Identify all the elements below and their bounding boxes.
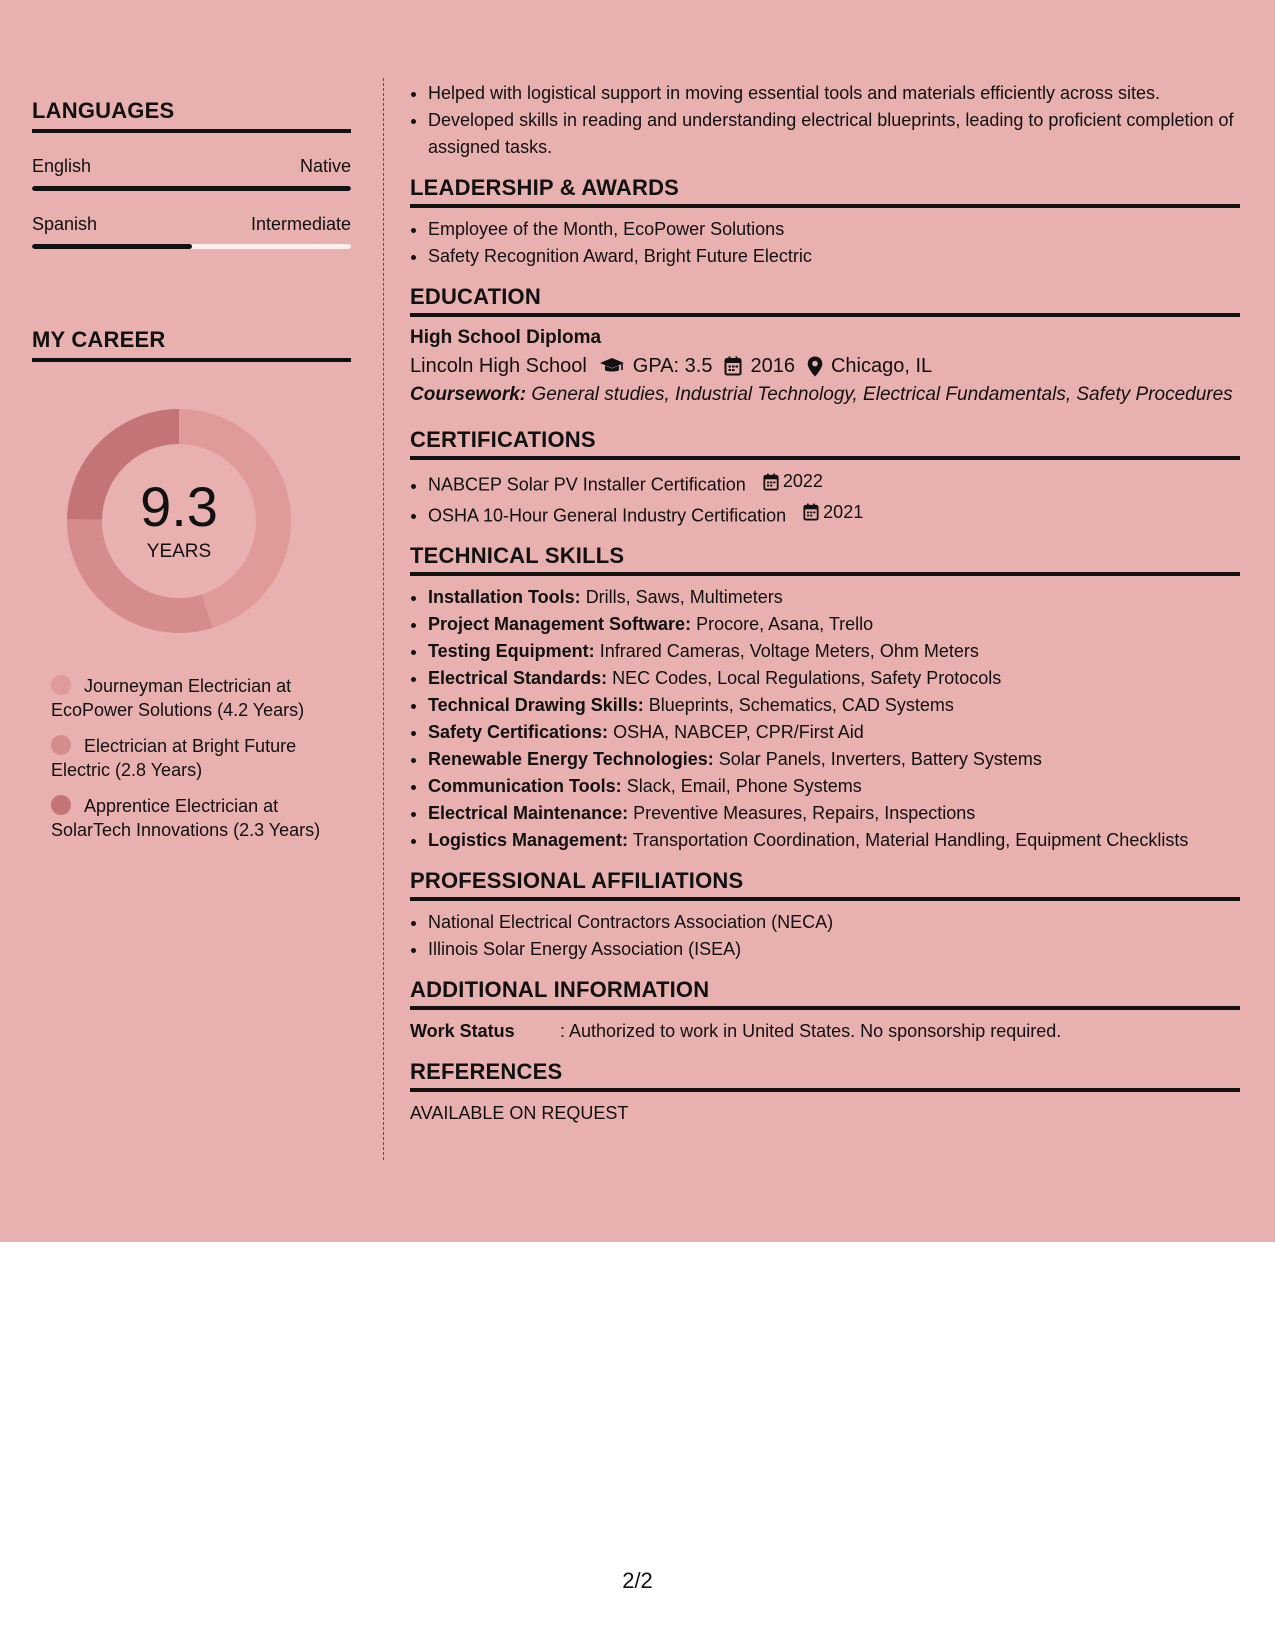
- references-text: AVAILABLE ON REQUEST: [410, 1103, 629, 1123]
- career-legend-item: [51, 674, 351, 722]
- certifications-heading: CERTIFICATIONS: [410, 427, 1240, 460]
- skill-label: Installation Tools:: [428, 587, 581, 607]
- legend-dot-icon: [51, 795, 71, 815]
- skill-item: [428, 665, 1240, 692]
- coursework: [410, 383, 1240, 407]
- school-name: Lincoln High School: [410, 355, 587, 377]
- work-status-label: Work Status: [410, 1021, 515, 1041]
- work-status-value: : Authorized to work in United States. No sponsorship required.: [560, 1021, 1062, 1041]
- skill-item: [428, 827, 1240, 854]
- education-heading: EDUCATION: [410, 284, 1240, 317]
- language-proficiency-bar: [32, 186, 351, 191]
- legend-dot-icon: [51, 675, 71, 695]
- skill-label: Technical Drawing Skills:: [428, 695, 644, 715]
- language-proficiency-bar: [32, 244, 351, 249]
- award-item: • Employee of the Month, EcoPower Solutions: [428, 216, 1240, 243]
- skill-item: [428, 746, 1240, 773]
- skill-item: [428, 719, 1240, 746]
- skill-value: Solar Panels, Inverters, Battery Systems: [718, 749, 1042, 769]
- skill-value: OSHA, NABCEP, CPR/First Aid: [613, 722, 864, 742]
- location-pin-icon: [807, 356, 823, 377]
- skill-item: [428, 692, 1240, 719]
- skill-label: Communication Tools:: [428, 776, 622, 796]
- language-level: Intermediate: [250, 214, 351, 234]
- affiliation-item: • National Electrical Contractors Association (NECA): [428, 909, 1240, 936]
- skill-item: [428, 611, 1240, 638]
- certification-name: NABCEP Solar PV Installer Certification: [428, 474, 746, 495]
- skill-value: NEC Codes, Local Regulations, Safety Protocols: [612, 668, 1002, 688]
- education-details: [410, 351, 1240, 381]
- career-donut-chart: [64, 406, 294, 636]
- award-item: • Safety Recognition Award, Bright Future Electric: [428, 243, 1240, 270]
- skill-value: Slack, Email, Phone Systems: [626, 776, 862, 796]
- additional-info-heading: ADDITIONAL INFORMATION: [410, 977, 1240, 1010]
- career-legend-item: [51, 794, 351, 842]
- column-divider: [383, 78, 384, 1160]
- experience-bullet: • Helped with logistical support in moving essential tools and materials efficiently across sites.: [428, 80, 1240, 107]
- graduation-year: 2016: [750, 355, 795, 377]
- career-role-label: Electrician at Bright Future Electric (2.8 Years): [51, 736, 297, 780]
- page-number: 2/2: [622, 1568, 653, 1593]
- career-legend-item: [51, 734, 351, 782]
- leadership-list: [410, 216, 1240, 270]
- career-heading: MY CAREER: [32, 327, 351, 362]
- skill-value: Infrared Cameras, Voltage Meters, Ohm Meters: [599, 641, 979, 661]
- skill-label: Logistics Management:: [428, 830, 629, 850]
- legend-dot-icon: [51, 735, 71, 755]
- calendar-icon: [803, 503, 819, 521]
- certification-name: OSHA 10-Hour General Industry Certification: [428, 505, 787, 525]
- skill-label: Renewable Energy Technologies:: [428, 749, 714, 769]
- skill-value: Drills, Saws, Multimeters: [585, 587, 783, 607]
- skill-value: Blueprints, Schematics, CAD Systems: [648, 695, 954, 715]
- skill-value: Procore, Asana, Trello: [696, 614, 874, 634]
- language-name: Spanish: [32, 214, 98, 234]
- affiliations-heading: PROFESSIONAL AFFILIATIONS: [410, 868, 1240, 901]
- language-spanish: [32, 214, 351, 249]
- certifications-list: [410, 468, 1240, 529]
- career-legend: [51, 674, 351, 842]
- career-total-years: 9.3: [140, 475, 218, 538]
- calendar-icon: [724, 356, 742, 376]
- skill-label: Electrical Maintenance:: [428, 803, 629, 823]
- skill-label: Electrical Standards:: [428, 668, 608, 688]
- skill-label: Safety Certifications:: [428, 722, 609, 742]
- career-role-label: Apprentice Electrician at SolarTech Innovations (2.3 Years): [51, 796, 321, 840]
- experience-bullets: [410, 80, 1240, 161]
- experience-bullet: • Developed skills in reading and understanding electrical blueprints, leading to proficient completion of assigned tasks.: [428, 107, 1240, 161]
- degree-title: High School Diploma: [410, 327, 602, 348]
- affiliations-list: [410, 909, 1240, 963]
- skill-item: [428, 800, 1240, 827]
- certification-item: [428, 468, 1240, 499]
- skill-label: Testing Equipment:: [428, 641, 595, 661]
- gpa-value: GPA: 3.5: [632, 355, 713, 377]
- work-status-row: [410, 1018, 1240, 1045]
- calendar-icon: [763, 473, 779, 491]
- language-proficiency-fill: [32, 186, 351, 191]
- skill-item: [428, 773, 1240, 800]
- skill-item: [428, 584, 1240, 611]
- skill-value: Preventive Measures, Repairs, Inspections: [633, 803, 976, 823]
- career-role-label: Journeyman Electrician at EcoPower Solutions (4.2 Years): [51, 676, 305, 720]
- language-proficiency-fill: [32, 244, 192, 249]
- leadership-heading: LEADERSHIP & AWARDS: [410, 175, 1240, 208]
- coursework-text: General studies, Industrial Technology, Electrical Fundamentals, Safety Procedures: [531, 384, 1233, 405]
- skills-heading: TECHNICAL SKILLS: [410, 543, 1240, 576]
- skills-list: [410, 584, 1240, 854]
- affiliation-item: • Illinois Solar Energy Association (ISEA): [428, 936, 1240, 963]
- language-level: Native: [299, 156, 351, 176]
- references-heading: REFERENCES: [410, 1059, 1240, 1092]
- certification-year: 2021: [823, 501, 864, 522]
- skill-value: Transportation Coordination, Material Handling, Equipment Checklists: [632, 830, 1189, 850]
- language-english: [32, 156, 351, 191]
- coursework-label: Coursework:: [410, 384, 527, 405]
- certification-item: [428, 499, 1240, 530]
- skill-item: [428, 638, 1240, 665]
- right-column: [410, 80, 1240, 1127]
- left-column: [32, 98, 351, 854]
- skill-label: Project Management Software:: [428, 614, 692, 634]
- languages-heading: LANGUAGES: [32, 98, 351, 133]
- school-location: Chicago, IL: [830, 355, 933, 377]
- career-years-unit: YEARS: [146, 541, 212, 562]
- graduation-cap-icon: [599, 357, 625, 375]
- language-name: English: [32, 156, 92, 176]
- certification-year: 2022: [782, 471, 823, 491]
